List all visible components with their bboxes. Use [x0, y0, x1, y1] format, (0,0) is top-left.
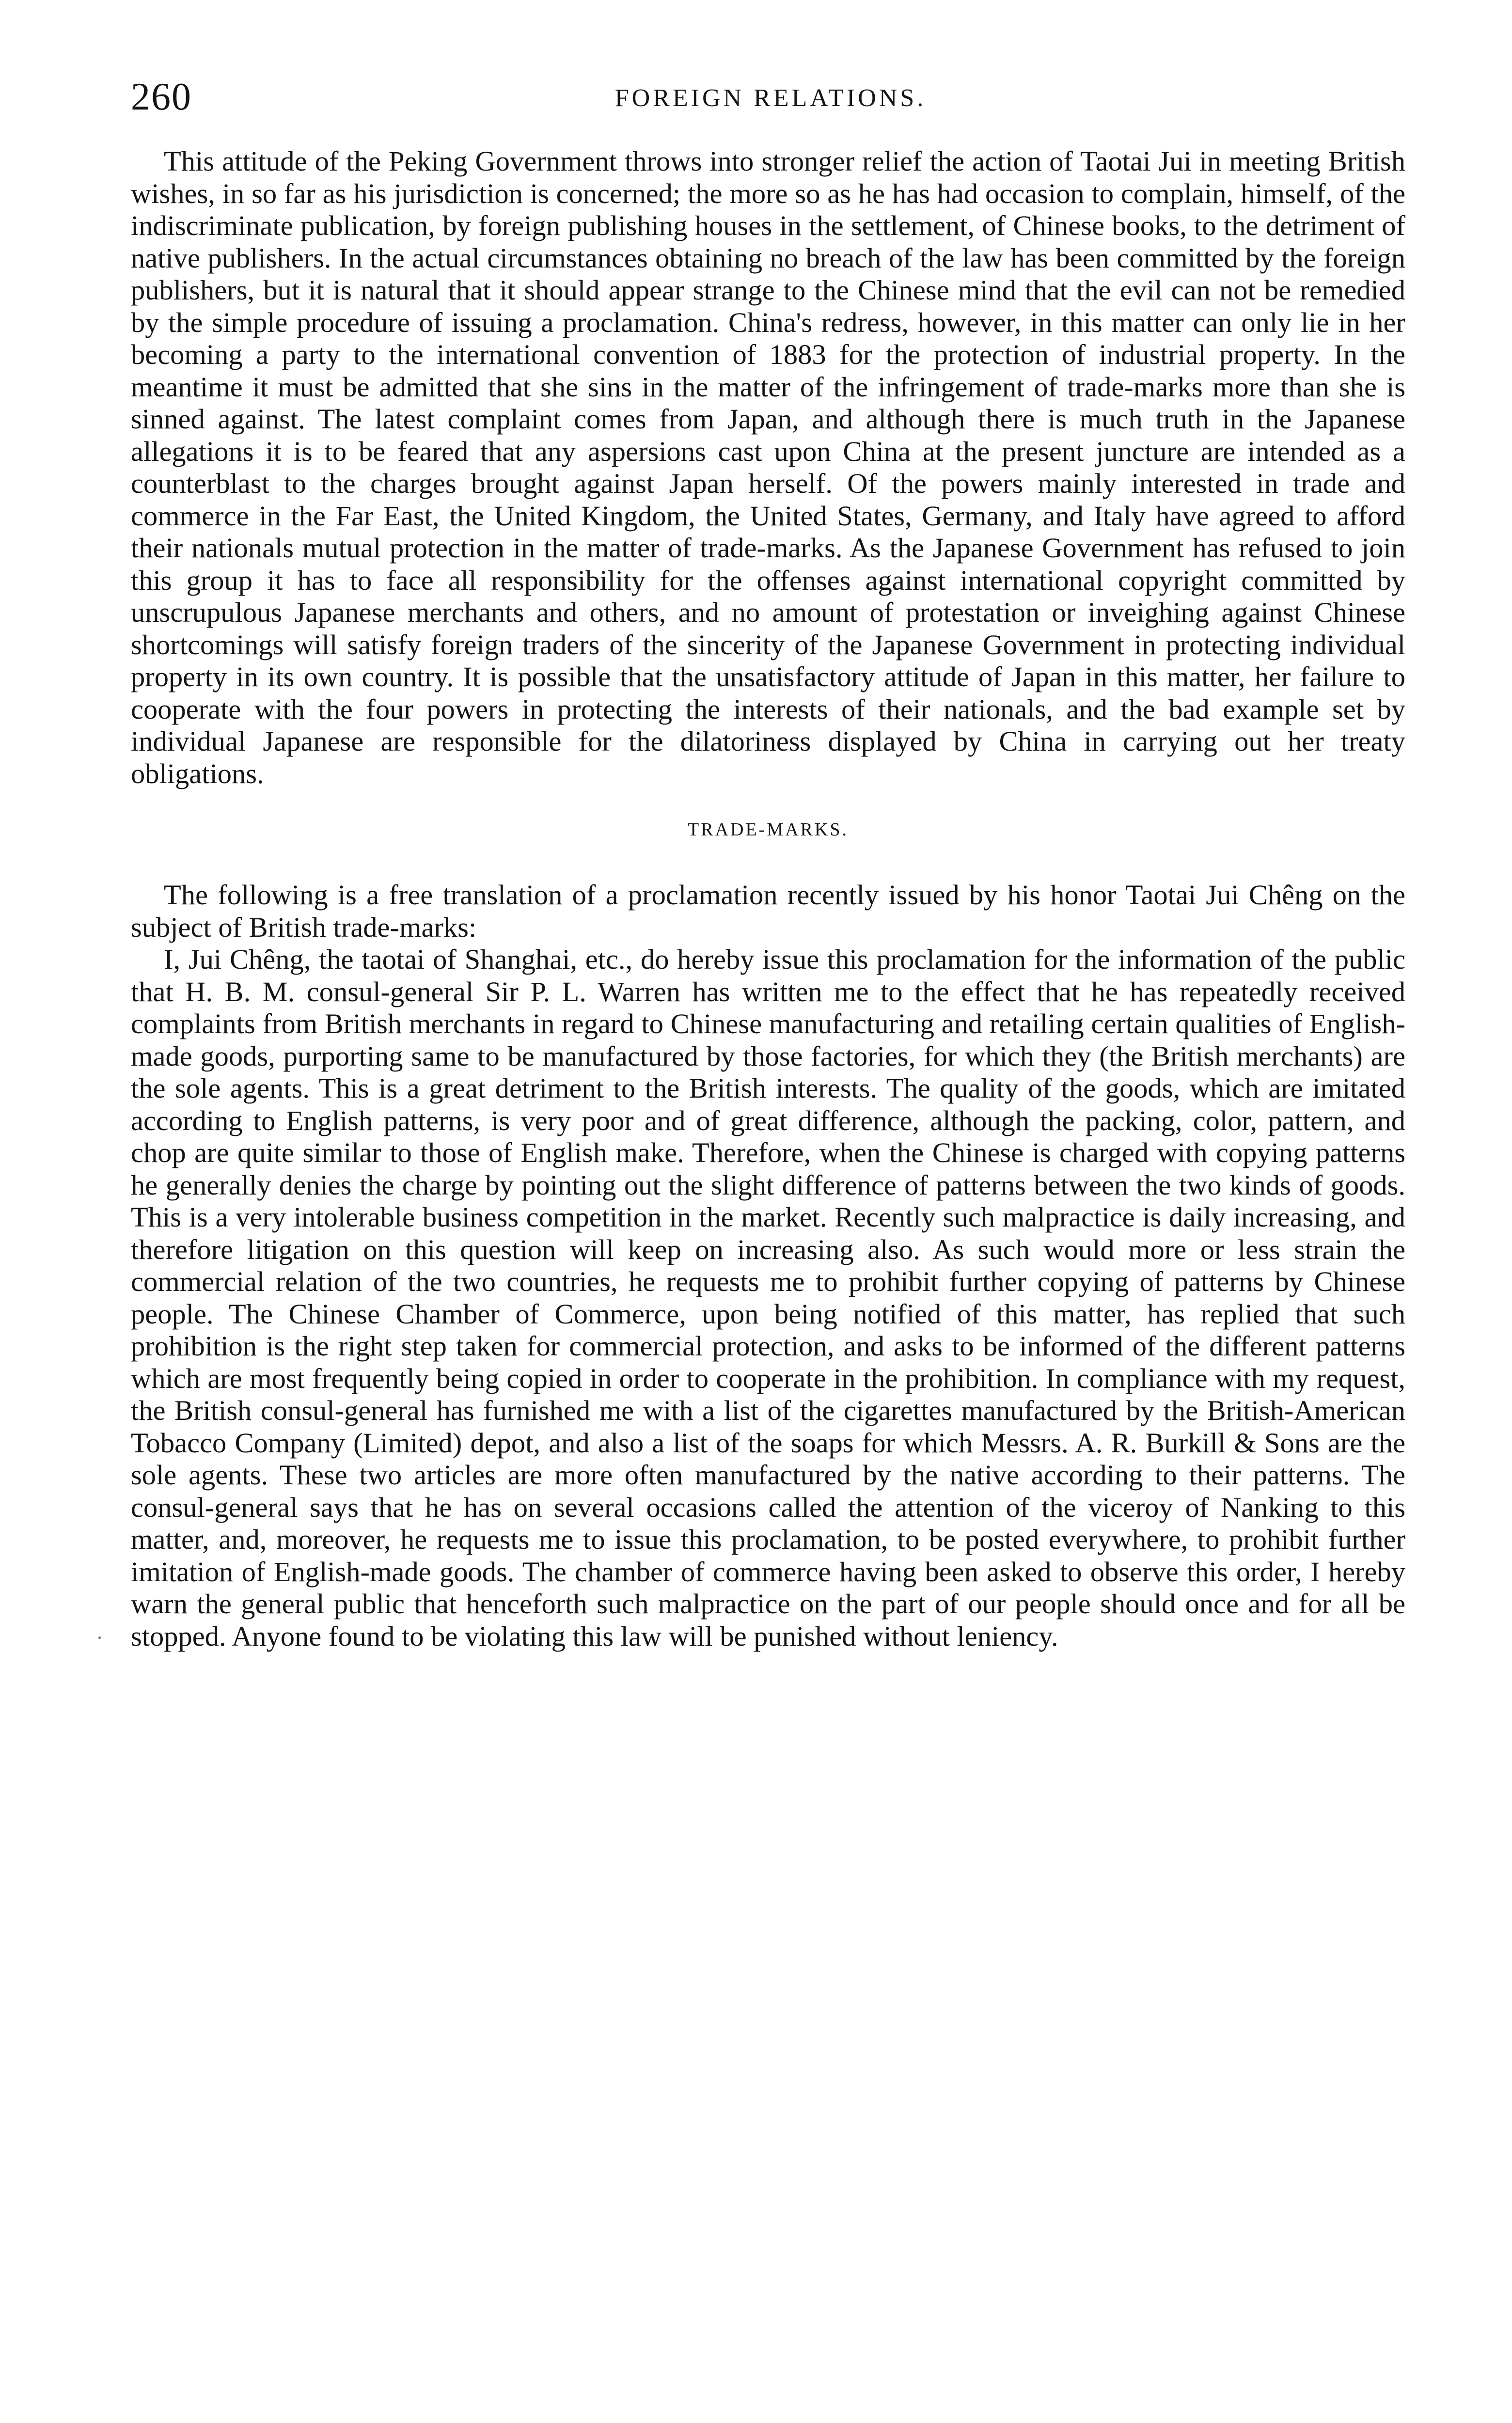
body-text [131, 145, 1405, 1652]
proclamation-paragraph: I, Jui Chêng, the taotai of Shanghai, etc., do hereby issue this proclamation for the information of the public that H. B. M. consul-general Sir P. L. Warren has written me to the effect that he has repeatedly received complaints from British merchants in regard to Chinese manufacturing and retailing certain qualities of English-made goods, purporting same to be manufactured by those factories, for which they (the British merchants) are the sole agents. This is a great detriment to the British interests. The quality of the goods, which are imitated according to English patterns, is very poor and of great difference, although the packing, color, pattern, and chop are quite similar to those of English make. Therefore, when the Chinese is charged with copying patterns he generally denies the charge by pointing out the slight difference of patterns between the two kinds of goods. This is a very intolerable business competition in the market. Recently such malpractice is daily increasing, and therefore litigation on this question will keep on increasing also. As such would more or less strain the commercial relation of the two countries, he requests me to prohibit further copying of patterns by Chinese people. The Chinese Chamber of Commerce, upon being notified of this matter, has replied that such prohibition is the right step taken for commercial protection, and asks to be informed of the different patterns which are most frequently being copied in order to cooperate in the prohibition. In compliance with my request, the British consul-general has furnished me with a list of the cigarettes manufactured by the British-American Tobacco Company (Limited) depot, and also a list of the soaps for which Messrs. A. R. Burkill & Sons are the sole agents. These two articles are more often manufactured by the native according to their patterns. The consul-general says that he has on several occasions called the attention of the viceroy of Nanking to this matter, and, moreover, he requests me to issue this proclamation, to be posted everywhere, to prohibit further imitation of English-made goods. The chamber of commerce having been asked to observe this order, I hereby warn the general public that henceforth such malpractice on the part of our people should once and for all be stopped. Anyone found to be violating this law will be punished without leniency. [131, 944, 1405, 1652]
section-heading: TRADE-MARKS. [688, 819, 849, 840]
running-title: FOREIGN RELATIONS. [614, 84, 927, 112]
intro-paragraph: This attitude of the Peking Government throws into stronger relief the action of Taotai Jui in meeting British wishes, in so far as his jurisdiction is concerned; the more so as he has had occasion to complain, himself, of the indiscriminate publication, by foreign publishing houses in the settlement, of Chinese books, to the detriment of native publishers. In the actual circumstances obtaining no breach of the law has been committed by the foreign publishers, but it is natural that it should appear strange to the Chinese mind that the evil can not be remedied by the simple procedure of issuing a proclamation. China's redress, however, in this matter can only lie in her becoming a party to the international convention of 1883 for the protection of industrial property. In the meantime it must be admitted that she sins in the matter of the infringement of trade-marks more than she is sinned against. The latest complaint comes from Japan, and although there is much truth in the Japanese allegations it is to be feared that any aspersions cast upon China at the present juncture are intended as a counterblast to the charges brought against Japan herself. Of the powers mainly interested in trade and commerce in the Far East, the United Kingdom, the United States, Germany, and Italy have agreed to afford their nationals mutual protection in the matter of trade-marks. As the Japanese Government has refused to join this group it has to face all responsibility for the offenses against international copyright committed by unscrupulous Japanese merchants and others, and no amount of protestation or inveighing against Chinese shortcomings will satisfy foreign traders of the sincerity of the Japanese Government in protecting individual property in its own country. It is possible that the unsatisfactory attitude of Japan in this matter, her failure to cooperate with the four powers in protecting the interests of their nationals, and the bad example set by individual Japanese are responsible for the dilatoriness displayed by China in carrying out her treaty obligations. [131, 145, 1405, 789]
lead-in-paragraph: The following is a free translation of a proclamation recently issued by his honor Taotai Jui Chêng on the subject of British trade-marks: [131, 879, 1405, 943]
page-number: 260 [131, 76, 192, 118]
print-speck [98, 1636, 101, 1639]
page-header [131, 70, 1410, 124]
